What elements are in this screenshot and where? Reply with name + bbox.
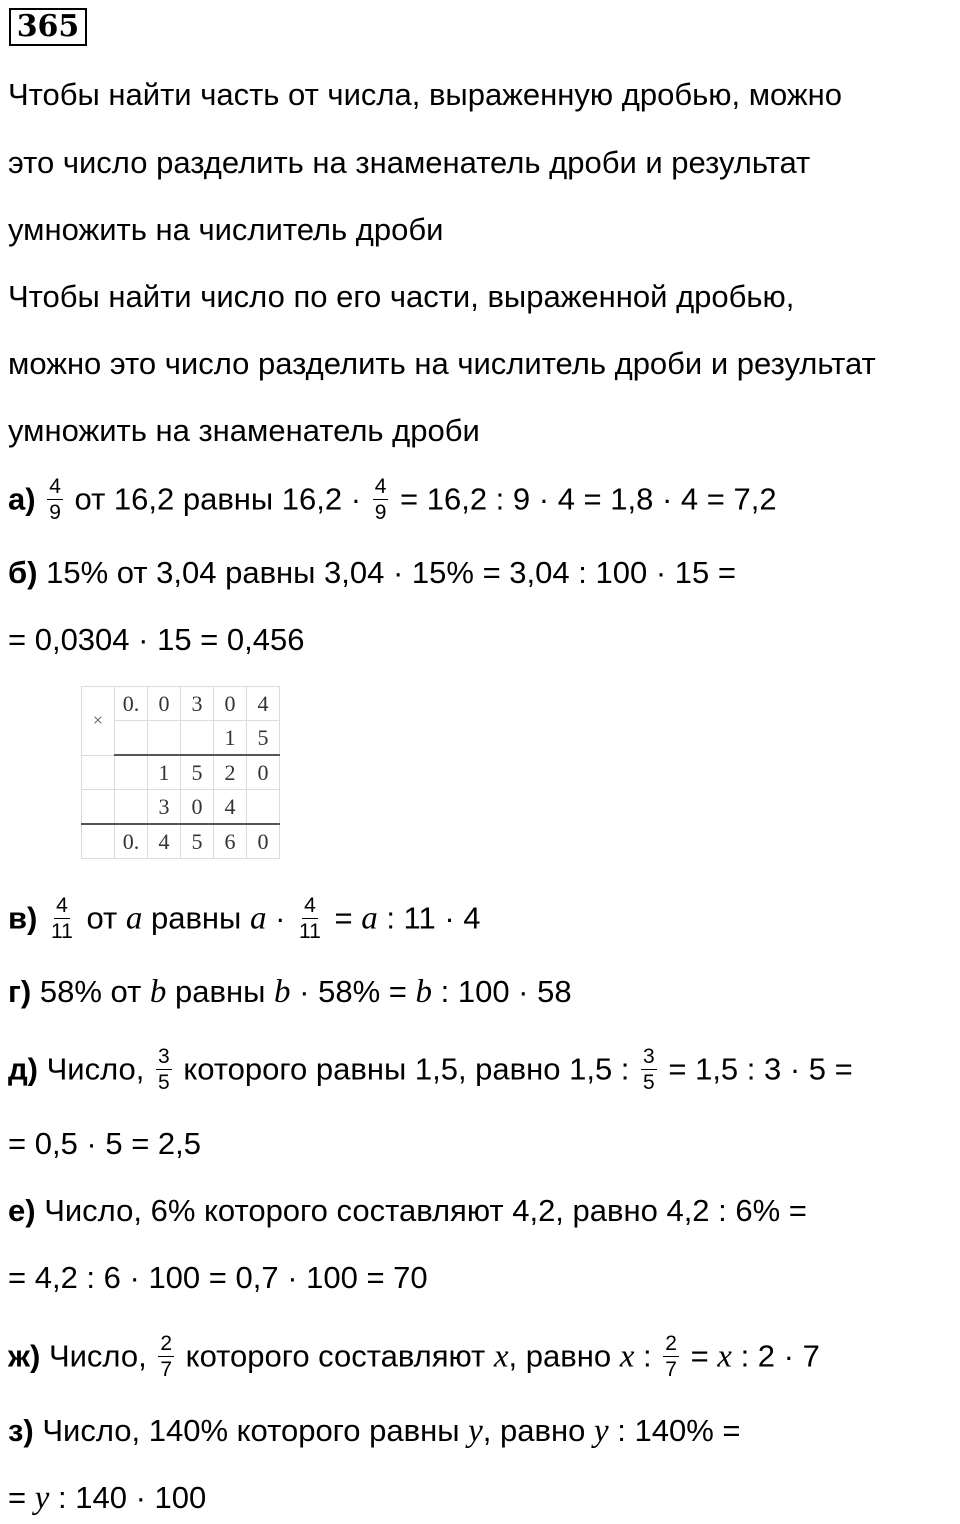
variable-y: y bbox=[34, 1480, 50, 1516]
multiply-sign: × bbox=[82, 687, 115, 756]
calc-cell: 4 bbox=[214, 790, 247, 825]
variable-x: x bbox=[717, 1338, 732, 1375]
item-v-text: · bbox=[275, 900, 286, 936]
item-a-label: а) bbox=[8, 481, 36, 517]
item-d-text: = 1,5 : 3 · 5 = bbox=[668, 1051, 853, 1087]
item-g bbox=[8, 972, 572, 1012]
item-z-label: з) bbox=[8, 1413, 34, 1448]
item-d-line2: = 0,5 · 5 = 2,5 bbox=[8, 1126, 202, 1161]
fraction-d-2: $\frac{3}{5}$ bbox=[643, 1045, 655, 1094]
calc-cell: 0 bbox=[214, 687, 247, 721]
calc-cell: 4 bbox=[148, 824, 181, 859]
calc-cell: 3 bbox=[148, 790, 181, 825]
fraction-d-1: $\frac{3}{5}$ bbox=[158, 1045, 170, 1094]
item-zh bbox=[8, 1332, 820, 1381]
fraction-zh-2: $\frac{2}{7}$ bbox=[665, 1332, 677, 1381]
calc-cell: 0 bbox=[148, 687, 181, 721]
item-b-label: б) bbox=[8, 555, 38, 590]
item-v-text: = bbox=[334, 900, 353, 936]
calc-row bbox=[82, 687, 280, 721]
fraction-v-2: $\frac{4}{11}$ bbox=[299, 894, 321, 943]
item-b bbox=[8, 553, 736, 593]
item-zh-text: : bbox=[643, 1338, 652, 1374]
calc-cell bbox=[247, 790, 280, 825]
task-number: 365 bbox=[9, 8, 87, 46]
item-z bbox=[8, 1411, 740, 1451]
calc-cell: 0. bbox=[115, 687, 148, 721]
calc-cell bbox=[82, 755, 115, 790]
item-zh-text: которого составляют bbox=[185, 1338, 486, 1374]
item-e bbox=[8, 1191, 807, 1231]
calc-cell: 5 bbox=[247, 721, 280, 756]
calc-cell bbox=[115, 790, 148, 825]
rule2-line1: Чтобы найти число по его части, выраженной дробью, bbox=[8, 279, 795, 314]
item-d-label: д) bbox=[8, 1051, 39, 1087]
calc-cell: 6 bbox=[214, 824, 247, 859]
variable-x: x bbox=[619, 1338, 635, 1375]
calc-row bbox=[82, 790, 280, 825]
variable-y: y bbox=[593, 1413, 609, 1449]
variable-x: x bbox=[493, 1338, 509, 1375]
item-z-text: : 140% = bbox=[617, 1413, 741, 1448]
variable-b: b bbox=[149, 974, 167, 1010]
item-z-text: = bbox=[8, 1480, 27, 1515]
item-z-line2 bbox=[8, 1478, 206, 1518]
item-g-text: равны bbox=[175, 974, 266, 1009]
item-a-text1: от 16,2 равны 16,2 · bbox=[74, 481, 362, 517]
calc-row bbox=[82, 824, 280, 859]
variable-a: a bbox=[361, 900, 378, 937]
item-v-text: от bbox=[86, 900, 118, 936]
item-z-text: , равно bbox=[482, 1413, 586, 1448]
rule1-line2: это число разделить на знаменатель дроби и результат bbox=[8, 145, 811, 180]
calc-cell bbox=[115, 755, 148, 790]
calc-cell bbox=[148, 721, 181, 756]
item-d-text: Число, bbox=[46, 1051, 145, 1087]
item-zh-text: , равно bbox=[508, 1338, 612, 1374]
fraction-a-2: $\frac{4}{9}$ bbox=[374, 475, 387, 524]
item-e-line2: = 4,2 : 6 · 100 = 0,7 · 100 = 70 bbox=[8, 1260, 428, 1295]
rule1-line1: Чтобы найти часть от числа, выраженную дробью, можно bbox=[8, 77, 843, 112]
item-e-label: е) bbox=[8, 1193, 36, 1228]
calc-cell: 5 bbox=[181, 755, 214, 790]
item-zh-text: : 2 · 7 bbox=[740, 1338, 820, 1374]
calc-cell: 2 bbox=[214, 755, 247, 790]
item-d bbox=[8, 1045, 853, 1094]
calc-cell: 0 bbox=[247, 755, 280, 790]
fraction-zh-1: $\frac{2}{7}$ bbox=[160, 1332, 173, 1381]
item-v-text: равны bbox=[150, 900, 242, 936]
item-e-text: Число, 6% которого составляют 4,2, равно 4,2 : 6% = bbox=[44, 1193, 807, 1228]
item-z-text: Число, 140% которого равны bbox=[42, 1413, 460, 1448]
calc-cell bbox=[181, 721, 214, 756]
calc-cell: 1 bbox=[214, 721, 247, 756]
fraction-v-1: $\frac{4}{11}$ bbox=[51, 894, 73, 943]
item-g-text: 58% от bbox=[39, 974, 142, 1009]
calc-cell: 0 bbox=[247, 824, 280, 859]
item-b-line2: = 0,0304 · 15 = 0,456 bbox=[8, 622, 305, 657]
calc-cell bbox=[82, 824, 115, 859]
rule1-line3: умножить на числитель дроби bbox=[8, 212, 444, 247]
calc-row bbox=[82, 755, 280, 790]
calc-cell: 0 bbox=[181, 790, 214, 825]
calc-cell bbox=[115, 721, 148, 756]
rule2-line2: можно это число разделить на числитель дроби и результат bbox=[8, 346, 876, 381]
item-zh-text: Число, bbox=[48, 1338, 147, 1374]
calc-cell bbox=[82, 790, 115, 825]
item-g-text: · 58% = bbox=[299, 974, 407, 1009]
item-zh-label: ж) bbox=[8, 1338, 41, 1374]
calc-cell: 5 bbox=[181, 824, 214, 859]
calc-cell: 4 bbox=[247, 687, 280, 721]
variable-b: b bbox=[415, 974, 432, 1010]
item-d-text: которого равны 1,5, равно 1,5 : bbox=[183, 1051, 630, 1087]
variable-b: b bbox=[274, 974, 291, 1010]
item-g-label: г) bbox=[8, 974, 32, 1009]
variable-y: y bbox=[468, 1413, 483, 1449]
item-v-label: в) bbox=[8, 900, 38, 936]
calc-cell: 0. bbox=[115, 824, 148, 859]
item-v-text: : 11 · 4 bbox=[386, 900, 481, 936]
column-multiplication bbox=[81, 686, 280, 859]
calc-cell: 3 bbox=[181, 687, 214, 721]
rule2-line3: умножить на знаменатель дроби bbox=[8, 413, 480, 448]
item-b-text1: 15% от 3,04 равны 3,04 · 15% = 3,04 : 100 · 15 = bbox=[46, 555, 736, 590]
item-a bbox=[8, 475, 777, 524]
fraction-a-1: $\frac{4}{9}$ bbox=[49, 475, 61, 524]
item-v bbox=[8, 894, 481, 943]
calc-cell: 1 bbox=[148, 755, 181, 790]
variable-a: a bbox=[249, 900, 267, 937]
item-g-text: : 100 · 58 bbox=[440, 974, 572, 1009]
item-z-text: : 140 · 100 bbox=[58, 1480, 207, 1515]
variable-a: a bbox=[125, 900, 143, 937]
item-a-text2: = 16,2 : 9 · 4 = 1,8 · 4 = 7,2 bbox=[400, 481, 777, 517]
item-zh-text: = bbox=[690, 1338, 709, 1374]
